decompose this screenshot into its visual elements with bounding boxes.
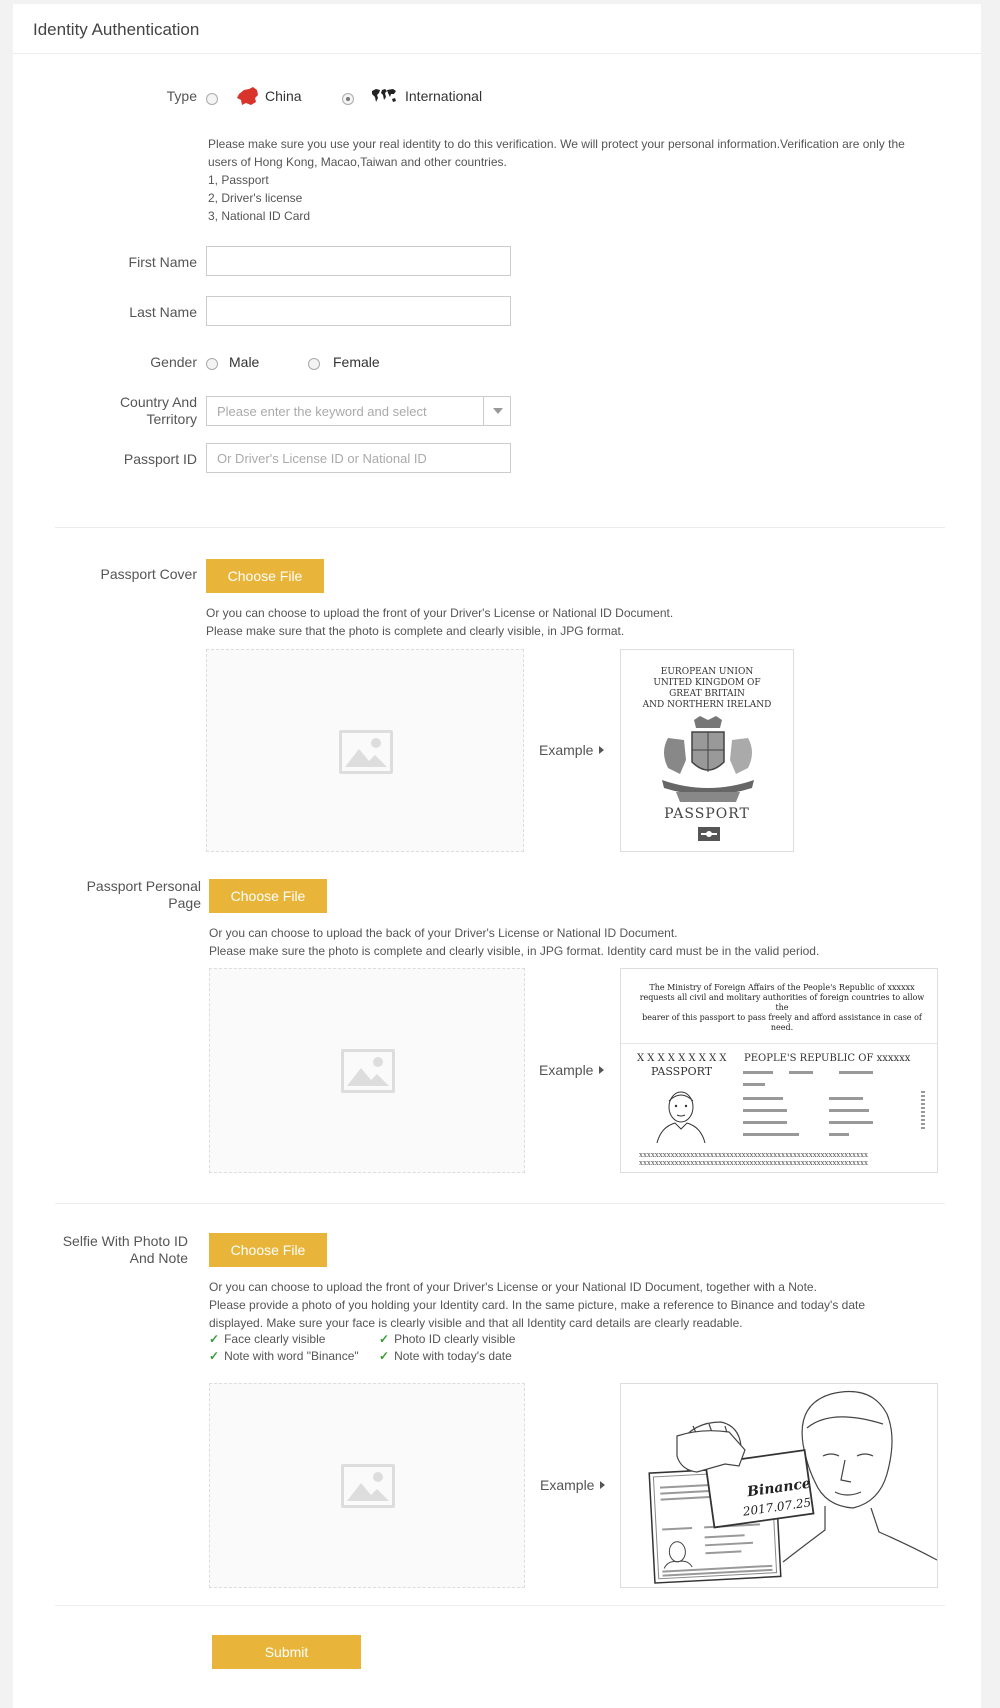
divider xyxy=(55,527,945,528)
type-international-label: International xyxy=(405,88,483,104)
image-placeholder-icon xyxy=(341,1049,395,1093)
gender-label: Gender xyxy=(150,354,197,370)
passport-id-input[interactable] xyxy=(206,443,511,473)
checkmark-icon: ✓ xyxy=(379,1349,390,1363)
passport-details-lines xyxy=(743,1069,923,1141)
passport-cover-label: Passport Cover xyxy=(100,566,197,582)
check-note-date: ✓ Note with today's date xyxy=(379,1349,512,1363)
gender-female-label: Female xyxy=(333,354,380,370)
first-name-input[interactable] xyxy=(206,246,511,276)
passport-personal-page-label: Passport Personal Page xyxy=(86,878,201,911)
chevron-down-icon[interactable] xyxy=(483,396,511,426)
submit-button[interactable]: Submit xyxy=(212,1635,361,1669)
passport-personal-notes: Or you can choose to upload the back of your Driver's License or National ID Document. Please make sure the photo is complete and clearly visible, in JPG format. Identity card must be in the valid period. xyxy=(209,926,820,958)
type-china-radio[interactable] xyxy=(206,93,218,105)
passport-cover-example-image: EUROPEAN UNION UNITED KINGDOM OF GREAT BRITAIN AND NORTHERN IRELAND PASSPORT xyxy=(620,649,794,852)
page-title: Identity Authentication xyxy=(33,20,200,39)
type-label: Type xyxy=(166,88,197,104)
checkmark-icon: ✓ xyxy=(209,1349,220,1363)
selfie-example-link[interactable]: Example xyxy=(540,1477,605,1493)
passport-personal-example-image: The Ministry of Foreign Affairs of the People's Republic of xxxxxx requests all civil and molitary authorities of foreign countries to allow the bearer of this passport to pass freely and afford assistance in case of need. X X X X X X X X X PASSPORT PEOPLE'S REPUBLIC OF xxxxxx xxxxxxxxxxxxxxxxxxxxxxxxxxxxxxxxxxxxxxxxxxxxxxxxxxxxxxxxxx xxxxxxxxxxxxxxxxxxxxxxxxxxxxxxxxxxxxxxxxxxxxxxxxxxxxxxxxxx xyxy=(620,968,938,1173)
country-label: Country And Territory xyxy=(119,394,197,427)
type-international-radio[interactable] xyxy=(342,93,354,105)
selfie-choose-file-button[interactable]: Choose File xyxy=(209,1233,327,1267)
check-photo-id-visible: ✓ Photo ID clearly visible xyxy=(379,1332,516,1346)
check-face-visible: ✓ Face clearly visible xyxy=(209,1332,326,1346)
passport-cover-choose-file-button[interactable]: Choose File xyxy=(206,559,324,593)
selfie-upload-area[interactable] xyxy=(209,1383,525,1588)
passport-id-label: Passport ID xyxy=(123,451,197,467)
check-note-binance: ✓ Note with word "Binance" xyxy=(209,1349,359,1363)
selfie-notes: Or you can choose to upload the front of your Driver's License or your National ID Document, together with a Note. Please provide a photo of you holding your Identity card. In the same picture, make a reference to Binance and today's date displayed. Make sure your face is clearly visible and that all Identity card details are clearly readable. xyxy=(209,1280,866,1330)
caret-right-icon xyxy=(599,1066,604,1074)
type-china-label: China xyxy=(265,88,302,104)
gender-male-label: Male xyxy=(229,354,260,370)
passport-cover-upload-area[interactable] xyxy=(206,649,524,852)
caret-right-icon xyxy=(599,746,604,754)
divider xyxy=(55,1605,945,1606)
biometric-chip-icon xyxy=(698,827,720,841)
selfie-example-image: Binance 2017.07.25 xyxy=(620,1383,938,1588)
card-header xyxy=(13,4,981,54)
china-map-icon xyxy=(236,86,260,108)
gender-female-radio[interactable] xyxy=(308,358,320,370)
checkmark-icon: ✓ xyxy=(209,1332,220,1346)
divider xyxy=(55,1203,945,1204)
passport-portrait-icon xyxy=(655,1087,707,1145)
checkmark-icon: ✓ xyxy=(379,1332,390,1346)
first-name-label: First Name xyxy=(128,254,197,270)
country-select-input[interactable] xyxy=(206,396,511,426)
last-name-label: Last Name xyxy=(129,304,197,320)
image-placeholder-icon xyxy=(341,1464,395,1508)
image-placeholder-icon xyxy=(339,730,393,774)
passport-personal-choose-file-button[interactable]: Choose File xyxy=(209,879,327,913)
world-map-icon xyxy=(371,88,397,104)
passport-personal-example-link[interactable]: Example xyxy=(539,1062,604,1078)
caret-right-icon xyxy=(600,1481,605,1489)
verification-notice: Please make sure you use your real identity to do this verification. We will protect your personal information.Verification are only the users of Hong Kong, Macao,Taiwan and other countries. 1, Passport 2, Driver's license 3, National ID Card xyxy=(208,137,905,223)
gender-male-radio[interactable] xyxy=(206,358,218,370)
coat-of-arms-icon xyxy=(654,716,762,804)
selfie-label: Selfie With Photo ID And Note xyxy=(62,1233,188,1266)
passport-cover-example-link[interactable]: Example xyxy=(539,742,604,758)
last-name-input[interactable] xyxy=(206,296,511,326)
passport-cover-notes: Or you can choose to upload the front of your Driver's License or National ID Document. Please make sure that the photo is complete and clearly visible, in JPG format. xyxy=(206,606,674,638)
identity-card xyxy=(13,4,981,1708)
passport-personal-upload-area[interactable] xyxy=(209,968,525,1173)
